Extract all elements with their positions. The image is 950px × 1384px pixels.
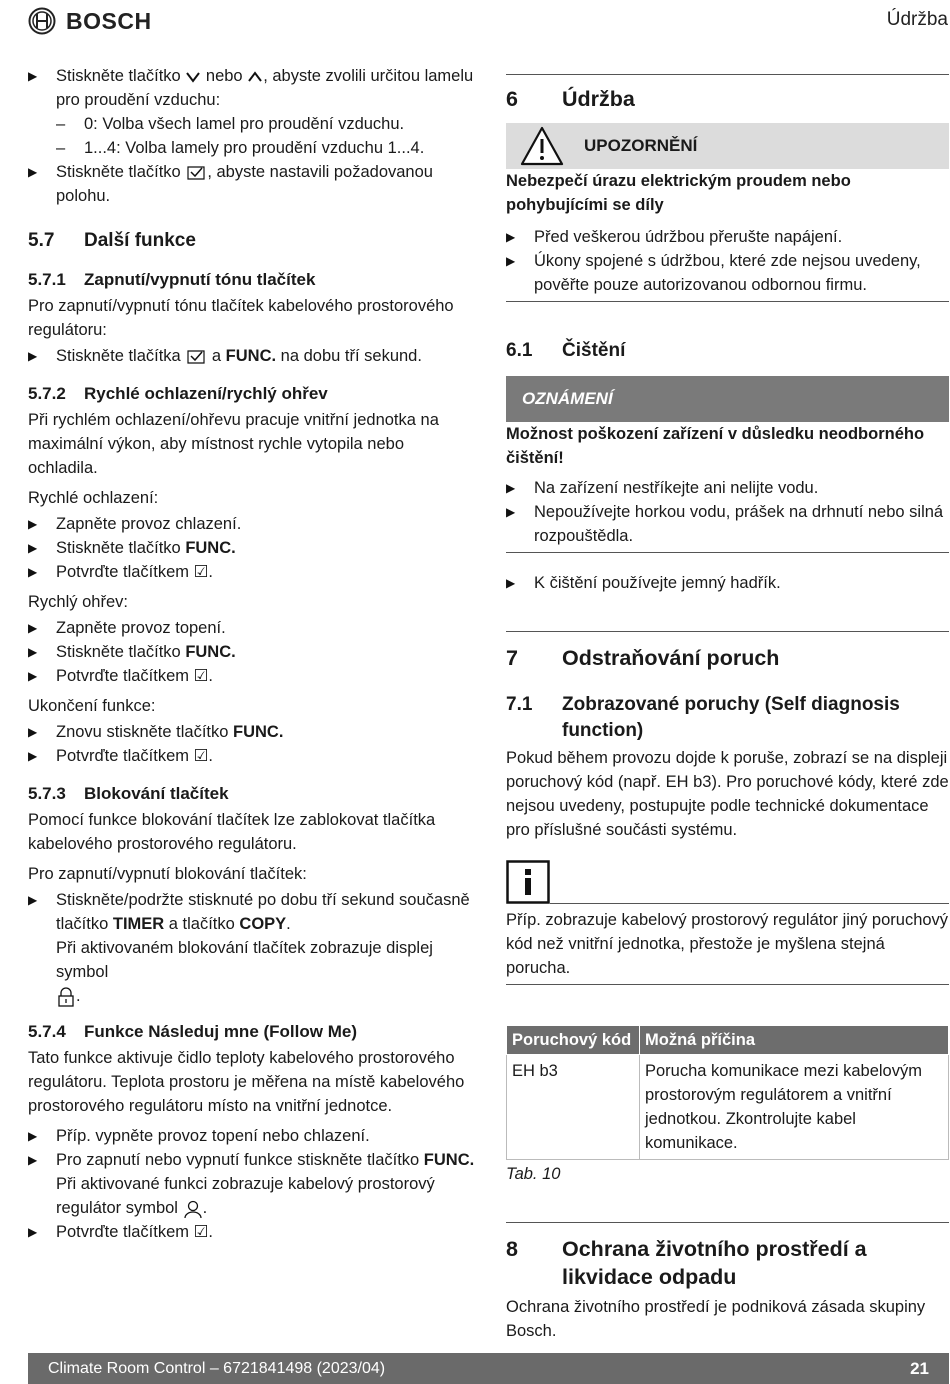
divider xyxy=(506,984,949,985)
chevron-up-icon xyxy=(247,70,263,84)
divider xyxy=(506,631,949,632)
header-section-title: Údržba xyxy=(886,9,948,30)
heading-6-1: 6.1 Čištění xyxy=(506,340,626,361)
list-item: ▶ Stiskněte tlačítko FUNC. xyxy=(28,539,236,557)
person-icon xyxy=(183,1199,203,1219)
bullet-arrow-icon: ▶ xyxy=(28,69,38,83)
paragraph: Ochrana životního prostředí je podniková zásada skupiny Bosch. xyxy=(506,1298,926,1340)
paragraph: Pro zapnutí/vypnutí tónu tlačítek kabelového prostorového regulátoru: xyxy=(28,297,454,339)
list-item: ▶ Potvrďte tlačítkem ☑. xyxy=(28,747,213,765)
list-item: ▶ K čištění používejte jemný hadřík. xyxy=(506,574,781,592)
confirm-button-icon xyxy=(185,347,207,367)
list-item: – 0: Volba všech lamel pro proudění vzduchu. xyxy=(56,115,405,133)
warning-bar xyxy=(506,123,949,169)
list-item: ▶ Příp. vypněte provoz topení nebo chlazení. xyxy=(28,1127,370,1145)
paragraph: Pokud během provozu dojde k poruše, zobrazí se na displeji poruchový kód (např. EH b3). Pro poruchové kódy, které zde nejsou uvedeny, postupujte podle technické dokumentace pro příslušné součásti systému. xyxy=(506,749,949,839)
heading-5-7-2: 5.7.2 Rychlé ochlazení/rychlý ohřev xyxy=(28,384,328,403)
list-item: ▶ Potvrďte tlačítkem ☑. xyxy=(28,563,213,581)
paragraph: Tato funkce aktivuje čidlo teploty kabelového prostorového regulátoru. Teplota prostoru je měřena na místě kabelového prostorového regulátoru místo na vnitřní jednotce. xyxy=(28,1049,465,1115)
heading-8: 8 Ochrana životního prostředí a likvidace odpadu xyxy=(506,1237,867,1289)
warning-label: UPOZORNĚNÍ xyxy=(584,136,698,155)
list-item: ▶ Před veškerou údržbou přerušte napájení. xyxy=(506,228,843,246)
list-item: ▶ Nepoužívejte horkou vodu, prášek na drhnutí nebo silná rozpouštědla. xyxy=(506,503,944,545)
lock-icon xyxy=(56,986,76,1008)
list-item: ▶ Na zařízení nestříkejte ani nelijte vodu. xyxy=(506,479,819,497)
page-footer xyxy=(28,1353,949,1384)
table-header-row xyxy=(507,1026,949,1055)
divider xyxy=(506,74,949,75)
bosch-armature-icon xyxy=(28,7,56,35)
list-item: ▶ Potvrďte tlačítkem ☑. xyxy=(28,1223,213,1241)
confirm-button-icon xyxy=(185,163,207,183)
label-key-lock: Pro zapnutí/vypnutí blokování tlačítek: xyxy=(28,865,307,883)
bullet-arrow-icon: ▶ xyxy=(28,165,38,179)
list-item: ▶ Stiskněte/podržte stisknuté po dobu tří sekund současně tlačítko TIMER a tlačítko COPY. Při aktivovaném blokování tlačítek zobrazuje displej symbol . xyxy=(28,888,476,1008)
page-number: 21 xyxy=(910,1358,929,1378)
list-item: ▶ Zapněte provoz topení. xyxy=(28,619,226,637)
list-item: ▶ Znovu stiskněte tlačítko FUNC. xyxy=(28,723,284,741)
table-header: Možná příčina xyxy=(640,1026,949,1055)
heading-5-7-4: 5.7.4 Funkce Následuj mne (Follow Me) xyxy=(28,1022,357,1041)
footer-doc-id: Climate Room Control – 6721841498 (2023/04) xyxy=(48,1359,386,1377)
list-item: ▶ Stiskněte tlačítka a FUNC. na dobu tří sekund. xyxy=(28,347,422,365)
divider xyxy=(506,552,949,553)
bosch-logo xyxy=(28,7,152,35)
error-table xyxy=(506,1025,949,1160)
left-column xyxy=(28,64,476,1244)
list-item: ▶ Stiskněte tlačítko , abyste nastavili požadovanou polohu. xyxy=(28,160,476,208)
list-item: ▶ Stiskněte tlačítko FUNC. xyxy=(28,643,236,661)
warning-heading: Nebezpečí úrazu elektrickým proudem nebo pohybujícími se díly xyxy=(506,172,851,214)
divider xyxy=(506,1222,949,1223)
table-cell: Porucha komunikace mezi kabelovým prostorovým regulátorem a vnitřní jednotkou. Zkontrolujte kabel komunikace. xyxy=(640,1055,949,1160)
notice-heading: Možnost poškození zařízení v důsledku neodborného čištění! xyxy=(506,425,925,467)
right-column xyxy=(506,60,949,1343)
brand-name: BOSCH xyxy=(66,8,152,34)
paragraph: Při rychlém ochlazení/ohřevu pracuje vnitřní jednotka na maximální výkon, aby místnost rychle vytopila nebo ochladila. xyxy=(28,411,439,477)
table-caption: Tab. 10 xyxy=(506,1165,561,1183)
divider xyxy=(506,301,949,302)
list-item: ▶ Pro zapnutí nebo vypnutí funkce stiskněte tlačítko FUNC. Při aktivované funkci zobrazuje kabelový prostorový regulátor symbol . xyxy=(28,1151,475,1217)
info-icon xyxy=(506,860,550,904)
paragraph: Pomocí funkce blokování tlačítek lze zablokovat tlačítka kabelového prostorového regulátoru. xyxy=(28,811,436,853)
info-text: Příp. zobrazuje kabelový prostorový regulátor jiný poruchový kód než vnitřní jednotka, přestože je myšlena stejná porucha. xyxy=(506,911,949,977)
warning-triangle-icon xyxy=(520,126,564,166)
label-end-function: Ukončení funkce: xyxy=(28,697,156,715)
label-quick-heat: Rychlý ohřev: xyxy=(28,593,128,611)
list-item: ▶ Potvrďte tlačítkem ☑. xyxy=(28,667,213,685)
heading-5-7-3: 5.7.3 Blokování tlačítek xyxy=(28,784,229,803)
list-item: ▶ Stiskněte tlačítko nebo , abyste zvolili určitou lamelu pro proudění vzduchu: xyxy=(28,64,476,112)
label-quick-cool: Rychlé ochlazení: xyxy=(28,489,159,507)
chevron-down-icon xyxy=(185,70,201,84)
table-row xyxy=(507,1055,949,1160)
heading-7-1: 7.1 Zobrazované poruchy (Self diagnosis function) xyxy=(506,694,900,741)
list-item: – 1...4: Volba lamely pro proudění vzduchu 1...4. xyxy=(56,139,425,157)
heading-5-7: 5.7 Další funkce xyxy=(28,230,196,251)
list-item: ▶ Zapněte provoz chlazení. xyxy=(28,515,242,533)
table-header: Poruchový kód xyxy=(507,1026,640,1055)
heading-5-7-1: 5.7.1 Zapnutí/vypnutí tónu tlačítek xyxy=(28,270,316,289)
heading-7: 7 Odstraňování poruch xyxy=(506,646,780,670)
notice-bar: OZNÁMENÍ xyxy=(506,376,949,422)
table-cell: EH b3 xyxy=(507,1055,640,1160)
info-box xyxy=(506,860,949,904)
list-item: ▶ Úkony spojené s údržbou, které zde nejsou uvedeny, pověřte pouze autorizovanou odbornou firmu. xyxy=(506,252,921,294)
heading-6: 6 Údržba xyxy=(506,87,635,111)
